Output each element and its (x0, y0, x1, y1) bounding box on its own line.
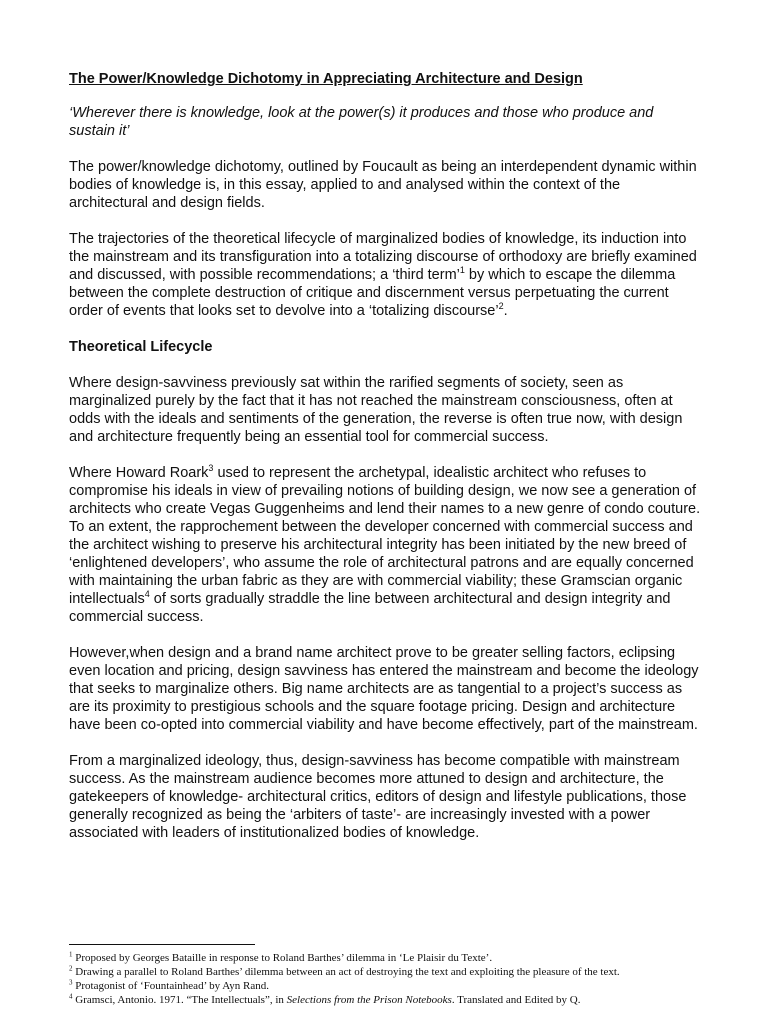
footnote-text: Proposed by Georges Bataille in response to Roland Barthes’ dilemma in ‘Le Plaisir du Texte’. (72, 952, 493, 964)
lifecycle-paragraph-1: Where design-savviness previously sat within the rarified segments of society, seen as marginalized purely by the fact that it has not reached the mainstream consciousness, often at odds with the ideals and sentiments of the generation, the reverse is often true now, with design and architecture frequently being an essential tool for commercial success. (69, 375, 683, 445)
footnote-4 (69, 993, 719, 1007)
footnote-text: Gramsci, Antonio. 1971. “The Intellectuals”, in (72, 994, 287, 1006)
scope-text-1: The trajectories of the theoretical lifecycle of marginalized bodies of knowledge, its induction into the mainstream and its transfiguration into a totalizing discourse of orthodoxy are briefly examined and discussed, with possible recommendations; a ‘third term’ (69, 231, 697, 283)
footnote-2 (69, 965, 719, 979)
scope-paragraph (69, 230, 701, 320)
lifecycle-paragraph-3: However,when design and a brand name architect prove to be greater selling factors, eclipsing even location and pricing, design savviness has entered the mainstream and become the ideology that seeks to marginalize others. Big name architects are as tangential to a project’s success as are its proximity to prestigious schools and the square footage pricing. Design and architecture have been co-opted into commercial viability and have become effectively, part of the mainstream. (69, 645, 699, 733)
lifecycle-paragraph-2 (69, 464, 701, 626)
intro-paragraph: The power/knowledge dichotomy, outlined by Foucault as being an interdependent dynamic within bodies of knowledge is, in this essay, applied to and analysed within the context of the architectural and design fields. (69, 159, 697, 211)
footnote-book-title: Selections from the Prison Notebooks (286, 994, 452, 1006)
footnote-text-end: . Translated and Edited by Q. (451, 994, 581, 1006)
roark-text-3: of sorts gradually straddle the line between architectural and design integrity and commercial success. (69, 591, 671, 625)
document-body (69, 70, 701, 860)
document-title: The Power/Knowledge Dichotomy in Appreciating Architecture and Design (69, 71, 583, 87)
footnote-3 (69, 979, 719, 993)
footnote-number: 2 (69, 964, 73, 973)
footnote-1 (69, 951, 719, 965)
footnote-text: Protagonist of ‘Fountainhead’ by Ayn Rand. (72, 980, 269, 992)
footnote-divider (69, 944, 255, 945)
footnote-number: 4 (69, 992, 73, 1001)
footnotes (69, 951, 719, 1007)
footnote-ref-2: 2 (498, 301, 504, 312)
scope-text-3: . (503, 303, 508, 319)
epigraph-quote: ‘Wherever there is knowledge, look at the power(s) it produces and those who produce and sustain it’ (69, 105, 654, 139)
lifecycle-paragraph-4: From a marginalized ideology, thus, design-savviness has become compatible with mainstream success. As the mainstream audience becomes more attuned to design and architecture, the gatekeepers of knowledge- architectural critics, editors of design and lifestyle publications, those generally recognized as being the ‘arbiters of taste’- are increasingly invested with a power associated with leaders of institutionalized bodies of knowledge. (69, 753, 687, 841)
footnote-text: Drawing a parallel to Roland Barthes’ dilemma between an act of destroying the text and exploiting the pleasure of the text. (72, 966, 620, 978)
footnote-number: 3 (69, 978, 73, 987)
footnote-number: 1 (69, 950, 73, 959)
roark-text-2: used to represent the archetypal, idealistic architect who refuses to compromise his ideals in view of prevailing notions of building design, we now see a generation of architects who create Vegas Guggenheims and lend their names to a new genre of condo couture. To an extent, the rapprochement between the developer concerned with commercial success and the architect wishing to preserve his architectural integrity has been initiated by the new breed of ‘enlightened developers’, who assume the role of architectural patrons and are equally concerned with maintaining the urban fabric as they are with commercial viability; these Gramscian organic intellectuals (69, 465, 701, 607)
footnote-ref-1: 1 (459, 265, 465, 276)
footnote-ref-3: 3 (208, 463, 214, 474)
scope-text-2: by which to escape the dilemma between the complete destruction of critique and discernment versus perpetuating the current order of events that looks set to devolve into a ‘totalizing discourse’ (69, 267, 676, 319)
footnote-ref-4: 4 (144, 589, 150, 600)
section-heading: Theoretical Lifecycle (69, 339, 213, 355)
roark-text-1: Where Howard Roark (69, 465, 209, 481)
